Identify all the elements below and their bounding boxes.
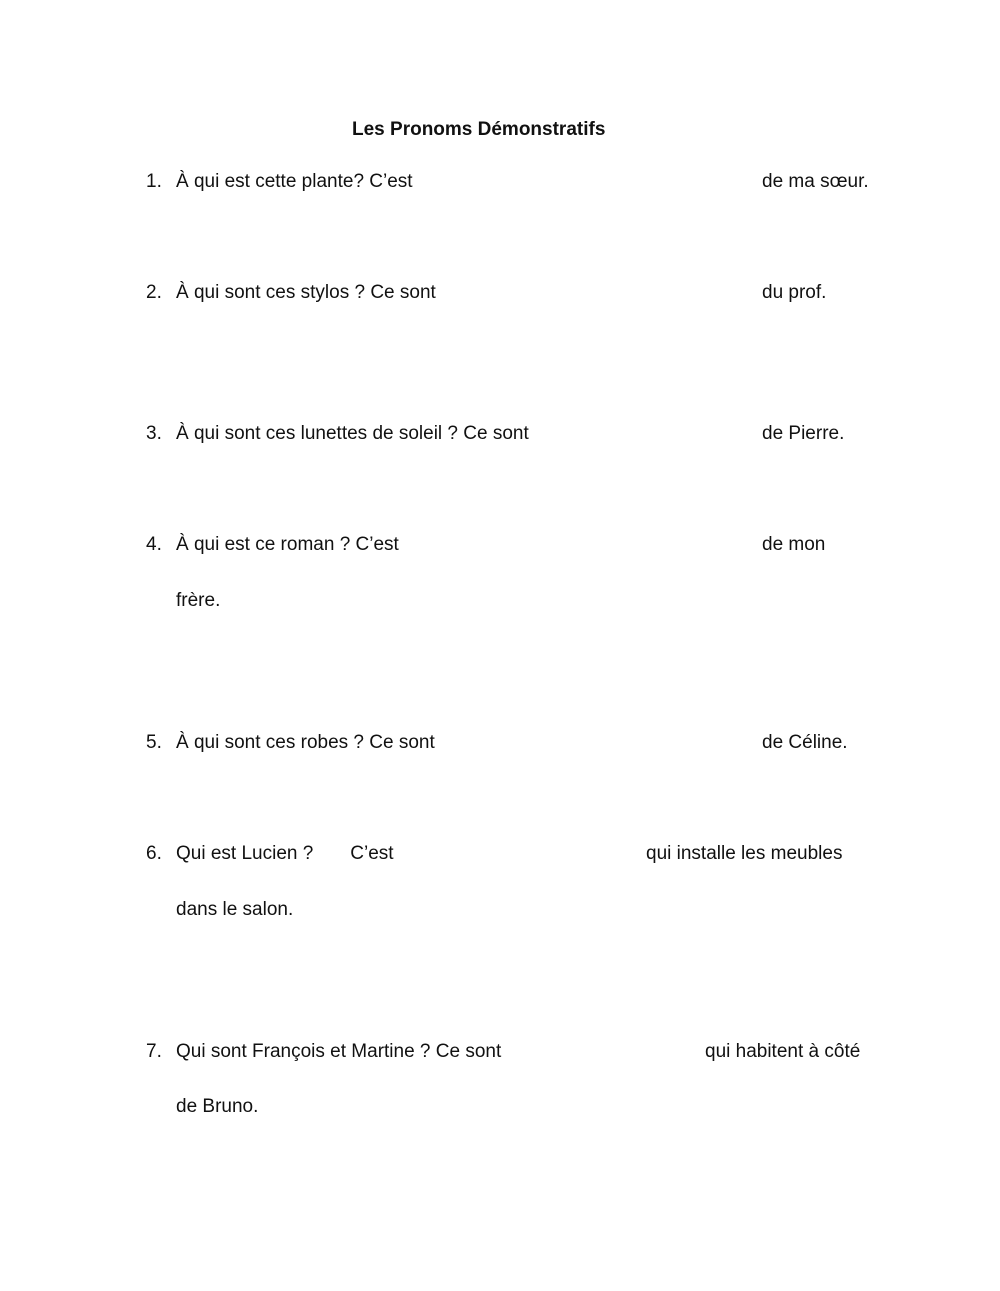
item-number: 3. <box>146 423 162 444</box>
item-number: 7. <box>146 1041 162 1062</box>
item-tail: de Pierre. <box>762 423 845 444</box>
item-number: 2. <box>146 282 162 303</box>
page-title: Les Pronoms Démonstratifs <box>352 119 606 140</box>
item-number: 6. <box>146 843 162 864</box>
item-number: 1. <box>146 171 162 192</box>
item-tail: qui installe les meubles <box>646 843 843 864</box>
item-question: À qui sont ces lunettes de soleil ? Ce sont <box>176 423 529 444</box>
item-number: 5. <box>146 732 162 753</box>
item-question: À qui sont ces robes ? Ce sont <box>176 732 435 753</box>
item-question: À qui est ce roman ? C’est <box>176 534 399 555</box>
item-tail: de ma sœur. <box>762 171 869 192</box>
item-number: 4. <box>146 534 162 555</box>
item-question: Qui est Lucien ? C’est <box>176 843 394 864</box>
item-question: Qui sont François et Martine ? Ce sont <box>176 1041 502 1062</box>
item-continuation: dans le salon. <box>176 899 294 920</box>
item-continuation: frère. <box>176 590 221 611</box>
item-question: À qui est cette plante? C’est <box>176 171 413 192</box>
item-continuation: de Bruno. <box>176 1096 259 1117</box>
item-tail: qui habitent à côté <box>705 1041 861 1062</box>
item-question: À qui sont ces stylos ? Ce sont <box>176 282 436 303</box>
item-tail: de mon <box>762 534 826 555</box>
item-tail: de Céline. <box>762 732 848 753</box>
item-tail: du prof. <box>762 282 827 303</box>
